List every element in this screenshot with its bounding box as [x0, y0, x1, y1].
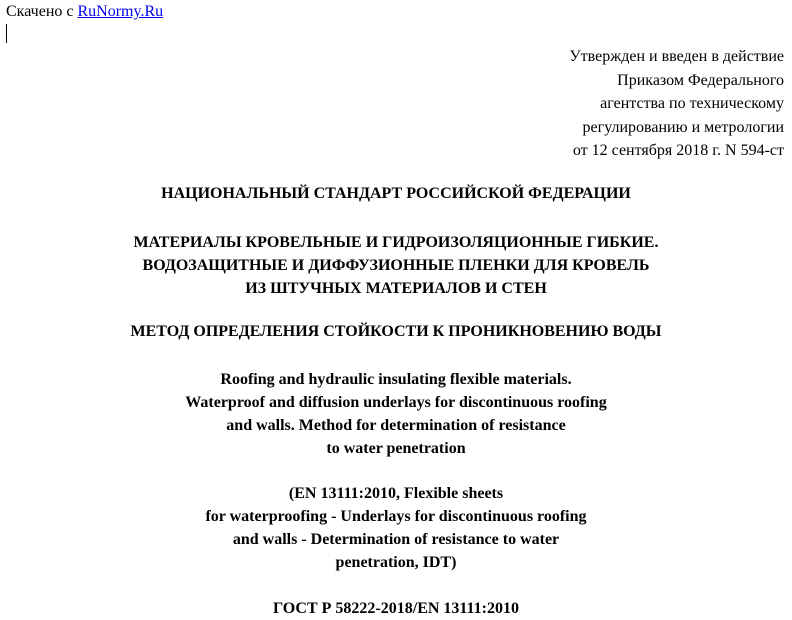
en-ref-line: and walls - Determination of resistance to water — [232, 531, 560, 548]
title-russian — [0, 231, 792, 300]
gost-code — [0, 597, 792, 620]
en-ref-line: penetration, IDT) — [335, 554, 457, 571]
title-en-line: Waterproof and diffusion underlays for discontinuous roofing — [185, 394, 607, 411]
source-line — [6, 2, 163, 22]
title-ru-line: ВОДОЗАЩИТНЫЕ И ДИФФУЗИОННЫЕ ПЛЕНКИ ДЛЯ КРОВЕЛЬ — [142, 257, 650, 274]
text-cursor — [6, 24, 7, 43]
method-ru-text: МЕТОД ОПРЕДЕЛЕНИЯ СТОЙКОСТИ К ПРОНИКНОВЕНИЮ ВОДЫ — [130, 323, 662, 340]
approval-block — [569, 45, 784, 163]
title-ru-line: МАТЕРИАЛЫ КРОВЕЛЬНЫЕ И ГИДРОИЗОЛЯЦИОННЫЕ ГИБКИЕ. — [133, 234, 659, 251]
approval-line: от 12 сентября 2018 г. N 594-ст — [572, 142, 784, 159]
approval-line: регулированию и метрологии — [582, 118, 784, 136]
title-ru-line: ИЗ ШТУЧНЫХ МАТЕРИАЛОВ И СТЕН — [245, 280, 547, 297]
runormy-link[interactable]: RuNormy.Ru — [77, 3, 164, 20]
title-english — [0, 368, 792, 460]
national-standard-heading — [0, 182, 792, 205]
approval-line: Утвержден и введен в действие — [569, 48, 784, 65]
en-standard-reference — [0, 482, 792, 574]
method-heading-russian — [0, 320, 792, 343]
gost-code-text: ГОСТ Р 58222-2018/EN 13111:2010 — [273, 600, 519, 617]
en-ref-line: for waterproofing - Underlays for discontinuous roofing — [205, 508, 587, 525]
national-standard-text: НАЦИОНАЛЬНЫЙ СТАНДАРТ РОССИЙСКОЙ ФЕДЕРАЦИИ — [161, 185, 631, 202]
en-ref-line: (EN 13111:2010, Flexible sheets — [288, 485, 504, 502]
source-prefix: Скачено с — [6, 3, 74, 20]
approval-line: Приказом Федерального — [617, 71, 784, 89]
title-en-line: Roofing and hydraulic insulating flexible materials. — [220, 371, 572, 388]
title-en-line: and walls. Method for determination of resistance — [226, 417, 566, 434]
approval-line: агентства по техническому — [600, 95, 784, 112]
title-en-line: to water penetration — [326, 440, 466, 457]
